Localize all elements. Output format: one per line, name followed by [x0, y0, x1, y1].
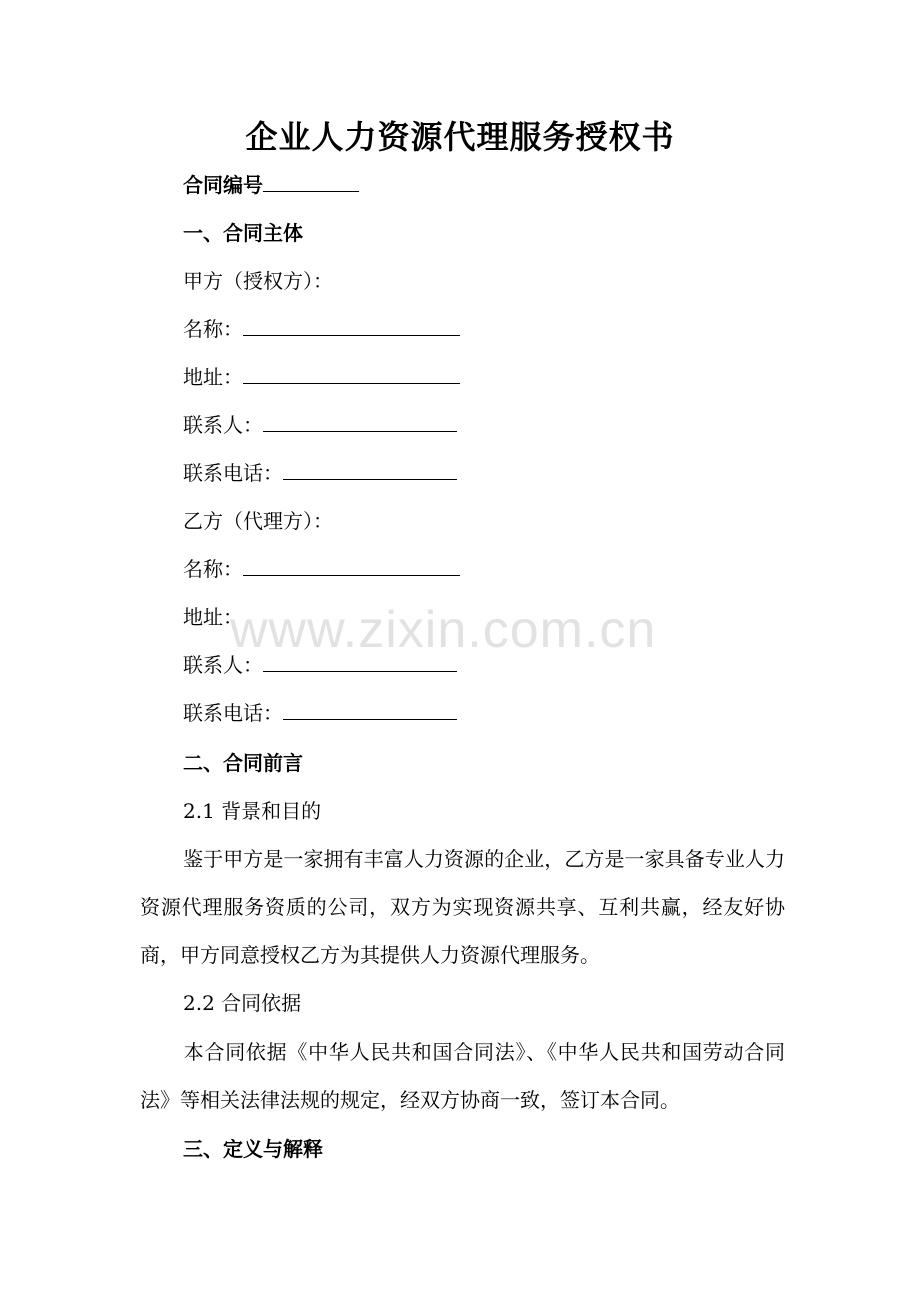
- contract-number-blank: [263, 173, 359, 192]
- subsection-2-1-text: 鉴于甲方是一家拥有丰富人力资源的企业，乙方是一家具备专业人力资源代理服务资质的公司，双方为实现资源共享、互利共赢，经友好协商，甲方同意授权乙方为其提供人力资源代理服务。: [140, 847, 785, 967]
- party-b-contact-label: 联系人：: [183, 653, 263, 677]
- contract-number-label: 合同编号: [183, 173, 263, 197]
- party-b-label: 乙方（代理方）：: [183, 509, 333, 533]
- party-a-phone-blank: [283, 461, 457, 480]
- party-a-address-blank: [243, 365, 460, 384]
- party-a-phone-label: 联系电话：: [183, 461, 283, 485]
- party-b-address-label: 地址：: [183, 605, 243, 629]
- subsection-2-1-title: 2.1 背景和目的: [183, 799, 322, 823]
- document-title: 企业人力资源代理服务授权书: [245, 118, 675, 156]
- subsection-2-1-paragraph: [140, 835, 785, 979]
- section-1-heading: 一、合同主体: [183, 221, 303, 245]
- party-a-contact-blank: [263, 413, 457, 432]
- subsection-2-2-title: 2.2 合同依据: [183, 991, 302, 1015]
- party-a-contact-line: [183, 412, 457, 438]
- subsection-2-2-text: 本合同依据《中华人民共和国合同法》、《中华人民共和国劳动合同法》等相关法律法规的规定，经双方协商一致，签订本合同。: [140, 1040, 785, 1112]
- party-a-name-line: [183, 316, 460, 342]
- party-b-name-line: [183, 556, 460, 582]
- party-a-phone-line: [183, 460, 457, 486]
- party-b-name-label: 名称：: [183, 557, 243, 581]
- party-b-phone-line: [183, 700, 457, 726]
- watermark: www.zixin.com.cn: [230, 601, 657, 659]
- party-a-label: 甲方（授权方）：: [183, 269, 333, 293]
- contract-number-line: [183, 172, 359, 198]
- party-a-name-blank: [243, 317, 460, 336]
- subsection-2-2-paragraph: [140, 1028, 785, 1124]
- party-a-name-label: 名称：: [183, 317, 243, 341]
- section-3-heading: 三、定义与解释: [183, 1137, 323, 1161]
- party-a-address-line: [183, 364, 460, 390]
- party-a-address-label: 地址：: [183, 365, 243, 389]
- party-a-contact-label: 联系人：: [183, 413, 263, 437]
- section-2-heading: 二、合同前言: [183, 751, 303, 775]
- party-b-phone-blank: [283, 701, 457, 720]
- party-b-phone-label: 联系电话：: [183, 701, 283, 725]
- party-b-name-blank: [243, 557, 460, 576]
